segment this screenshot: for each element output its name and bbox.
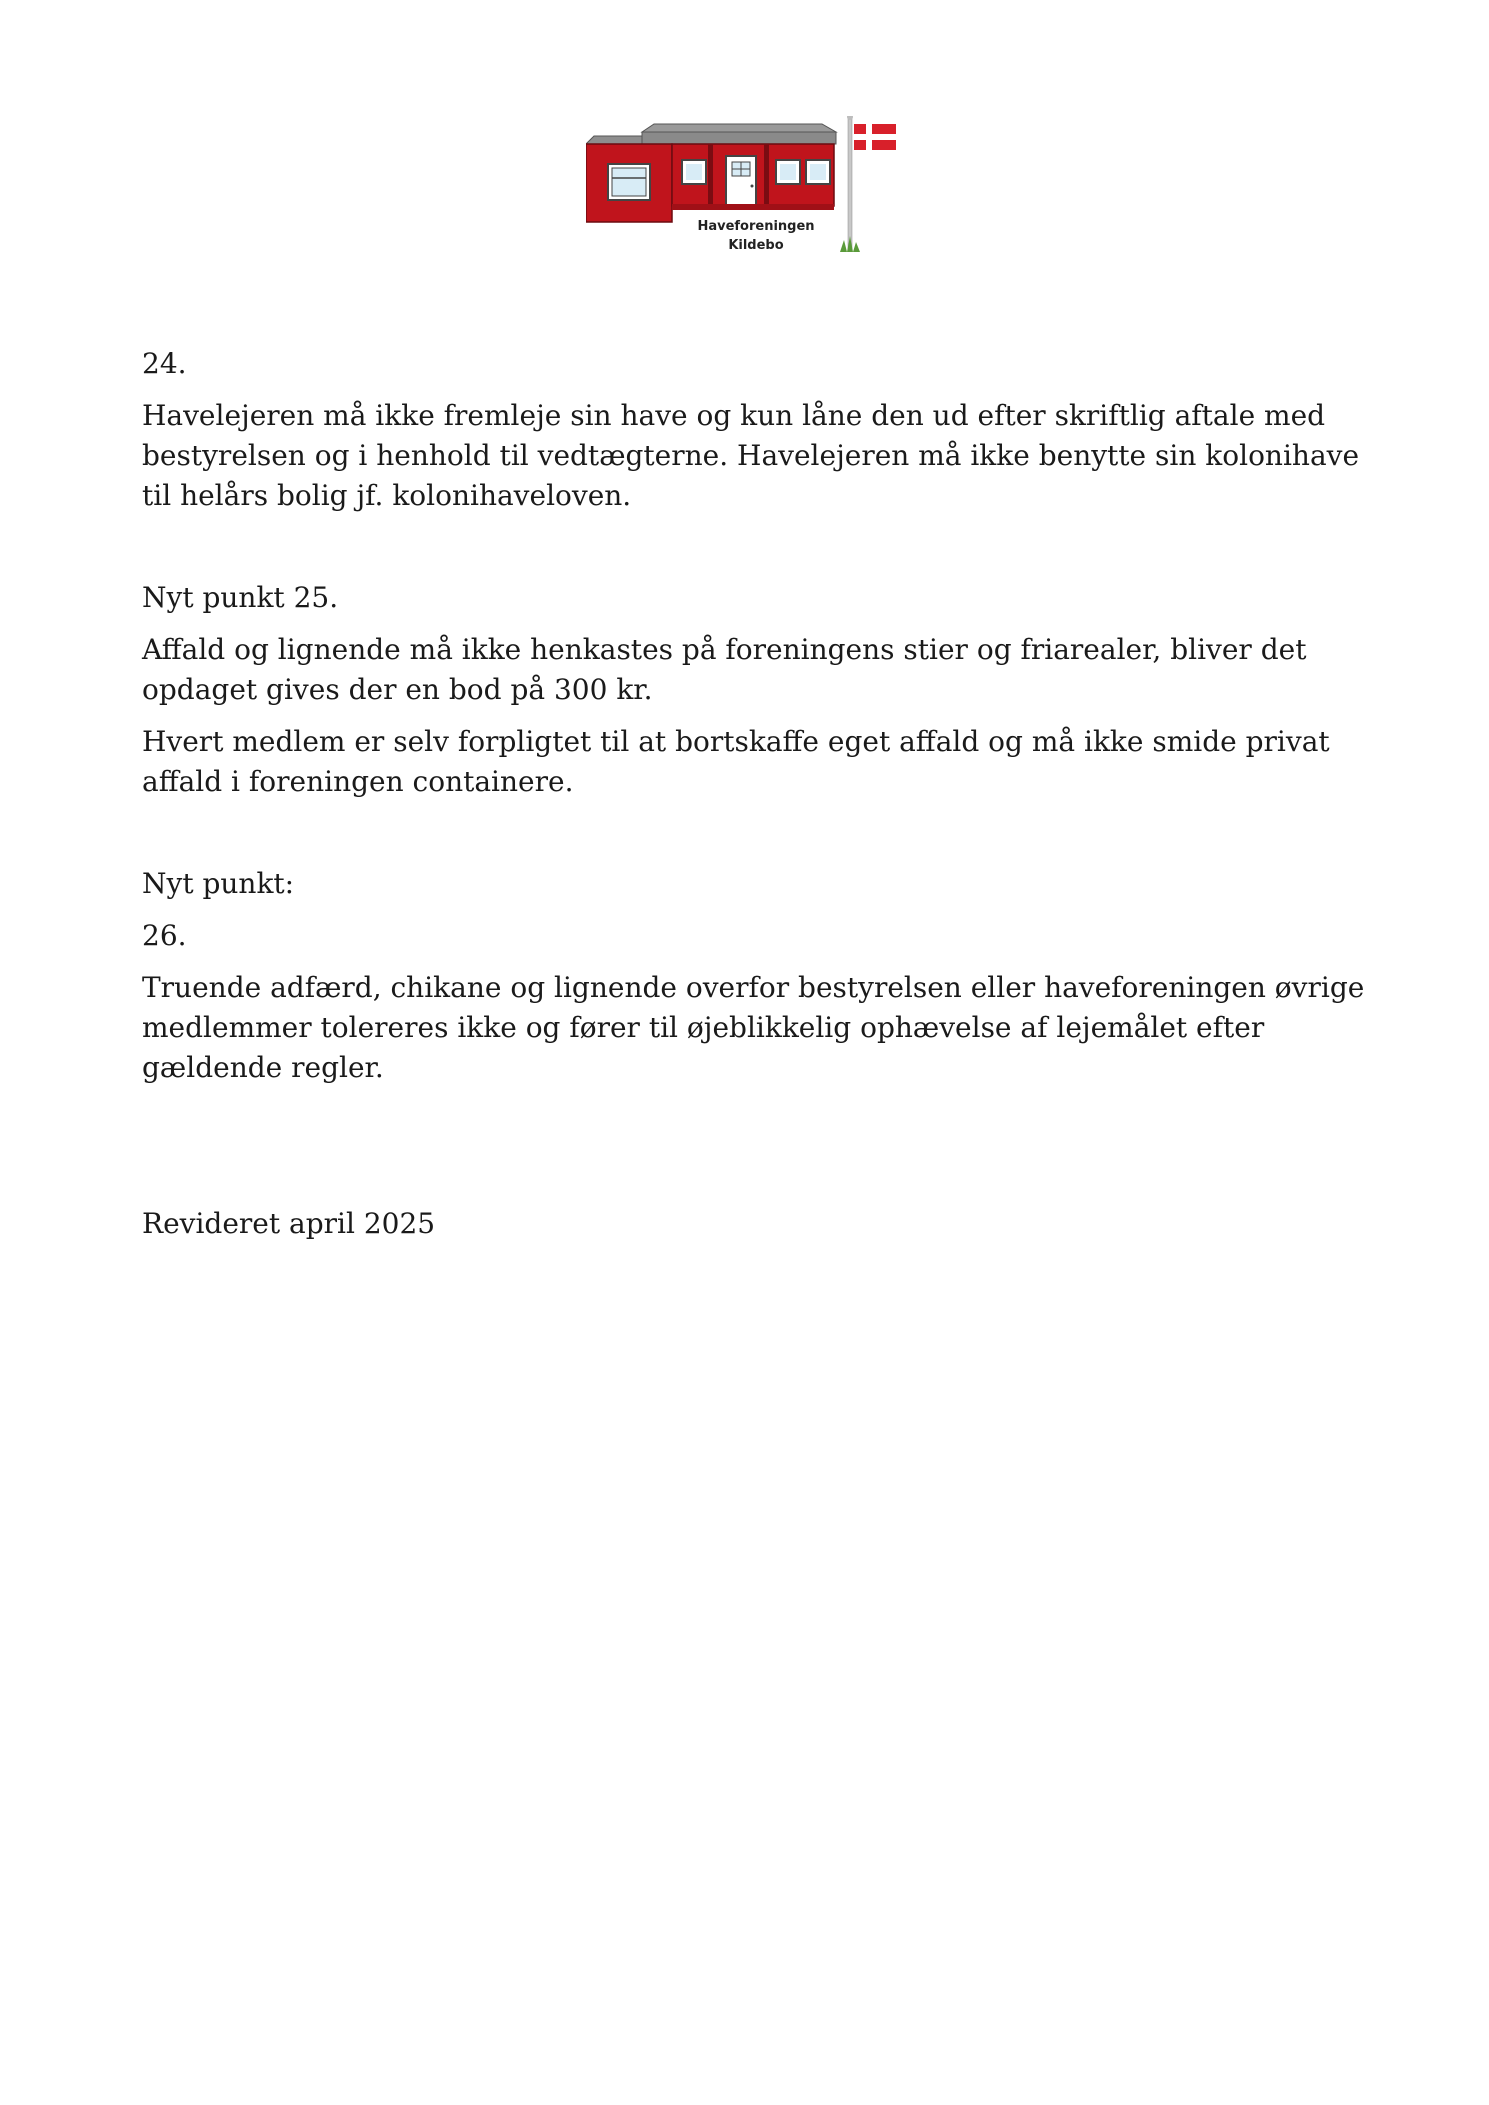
logo — [586, 116, 906, 260]
section-25-paragraph-2: Hvert medlem er selv forpligtet til at bortskaffe eget affald og må ikke smide privat affald i foreningen containere. — [142, 725, 1330, 798]
logo-name-line2: Kildebo — [728, 238, 784, 253]
section-26-text: Truende adfærd, chikane og lignende overfor bestyrelsen eller haveforeningen øvrige medlemmer tolereres ikke og fører til øjeblikkelig ophævelse af lejemålet efter gældende regler. — [142, 971, 1365, 1084]
logo-name-line1: Haveforeningen — [697, 219, 815, 234]
section-24-text: Havelejeren må ikke fremleje sin have og kun låne den ud efter skriftlig aftale med bestyrelsen og i henhold til vedtægterne. Havelejeren må ikke benytte sin kolonihave til helårs bolig jf. kolonihaveloven. — [142, 399, 1360, 512]
section-24-number: 24. — [142, 347, 187, 380]
section-25-paragraph-1: Affald og lignende må ikke henkastes på foreningens stier og friarealer, bliver det opdaget gives der en bod på 300 kr. — [142, 633, 1307, 706]
document-body — [142, 344, 1372, 1244]
section-26-number: 26. — [142, 919, 187, 952]
section-25-heading: Nyt punkt 25. — [142, 581, 339, 614]
section-26-heading: Nyt punkt: — [142, 867, 295, 900]
revision-date: Revideret april 2025 — [142, 1207, 436, 1240]
